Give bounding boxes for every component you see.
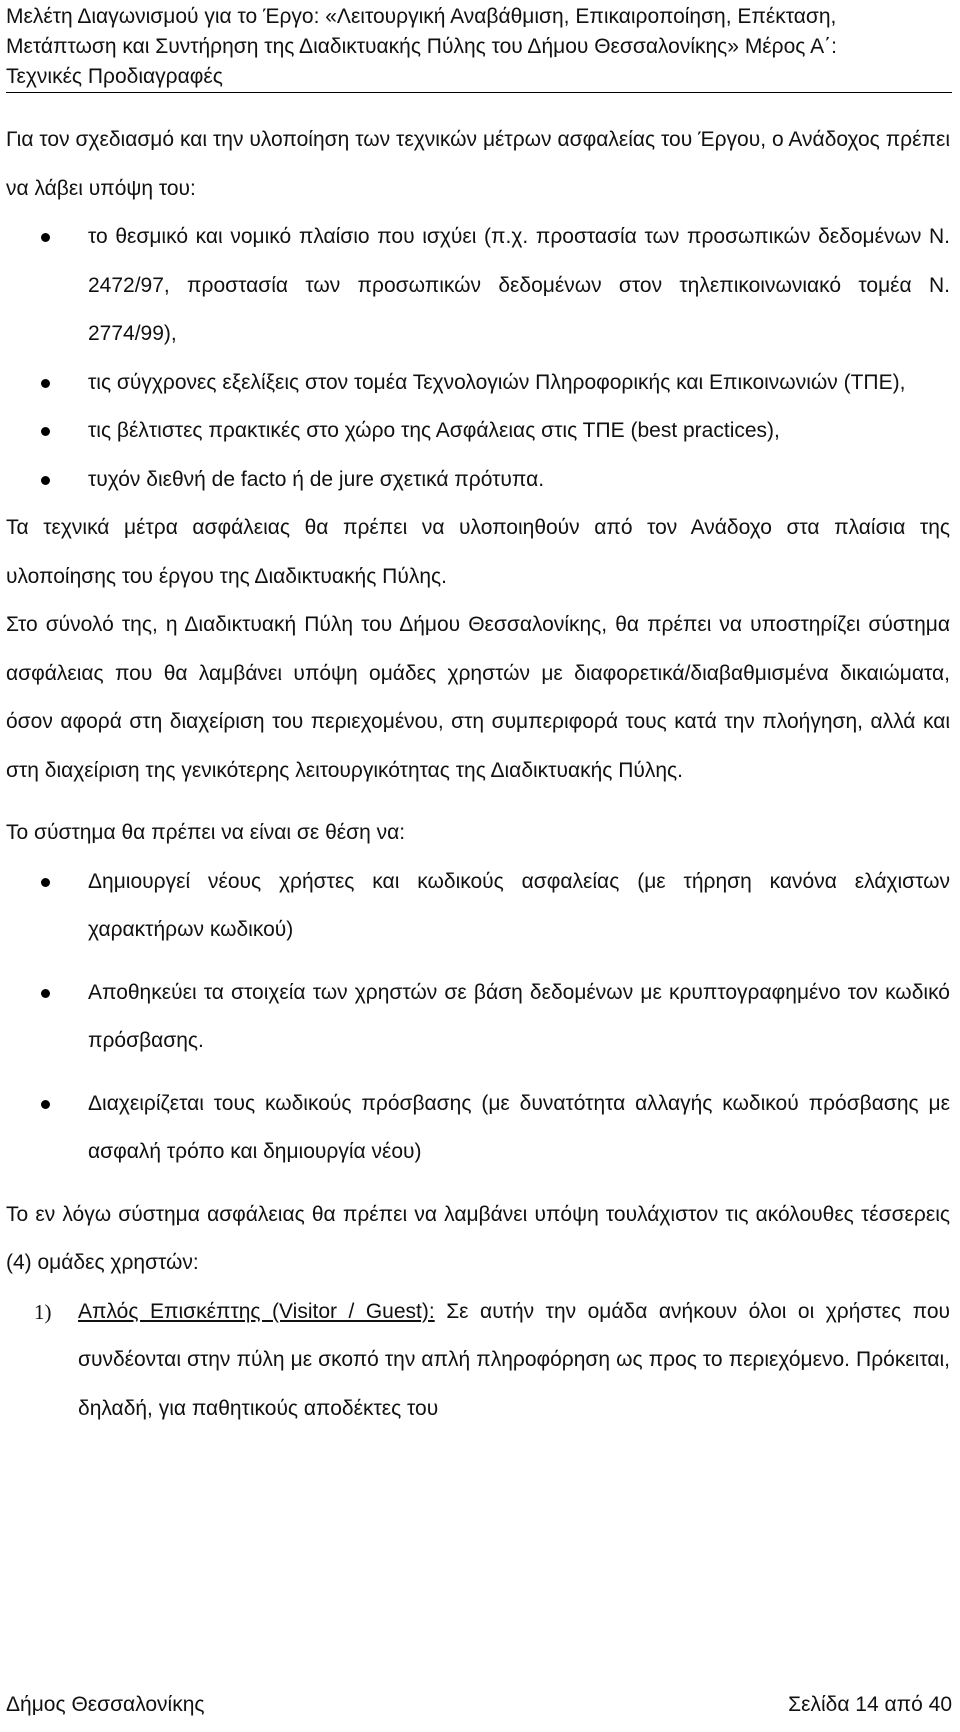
intro-paragraph: Για τον σχεδιασμό και την υλοποίηση των τεχνικών μέτρων ασφαλείας του Έργου, ο Ανάδοχος πρέπει να λάβει υπόψη του: [6, 128, 950, 200]
list-item: Διαχειρίζεται τους κωδικούς πρόσβασης (με δυνατότητα αλλαγής κωδικού πρόσβασης με ασφαλή τρόπο και δημιουργία νέου) [6, 1080, 950, 1177]
considerations-list [6, 213, 950, 504]
user-group-item-1 [6, 1288, 950, 1434]
list-item: Αποθηκεύει τα στοιχεία των χρηστών σε βάση δεδομένων με κρυπτογραφημένο τον κωδικό πρόσβασης. [6, 969, 950, 1066]
measures-paragraph: Τα τεχνικά μέτρα ασφάλειας θα πρέπει να υλοποιηθούν από τον Ανάδοχο στα πλαίσια της υλοποίησης του έργου της Διαδικτυακής Πύλης. [6, 516, 950, 588]
user-groups-paragraph: Το εν λόγω σύστημα ασφάλειας θα πρέπει να λαμβάνει υπόψη τουλάχιστον τις ακόλουθες τέσσερεις (4) ομάδες χρηστών: [6, 1202, 950, 1274]
header-title-line-3: Τεχνικές Προδιαγραφές [6, 65, 223, 88]
list-item: το θεσμικό και νομικό πλαίσιο που ισχύει (π.χ. προστασία των προσωπικών δεδομένων Ν. 2472/97, προστασία των προσωπικών δεδομένων στον τηλεπικοινωνιακό τομέα Ν. 2774/99), [6, 213, 950, 359]
system-paragraph: Το σύστημα θα πρέπει να είναι σε θέση να: [6, 821, 406, 844]
list-item: τις βέλτιστες πρακτικές στο χώρο της Ασφάλειας στις ΤΠΕ (best practices), [6, 407, 950, 456]
list-item: Δημιουργεί νέους χρήστες και κωδικούς ασφαλείας (με τήρηση κανόνα ελάχιστων χαρακτήρων κωδικού) [6, 858, 950, 955]
page-body [6, 116, 950, 1433]
list-item: τυχόν διεθνή de facto ή de jure σχετικά πρότυπα. [6, 456, 950, 505]
user-group-number: 1) [34, 1299, 52, 1324]
overall-paragraph: Στο σύνολό της, η Διαδικτυακή Πύλη του Δήμου Θεσσαλονίκης, θα πρέπει να υποστηρίζει σύστημα ασφάλειας που θα λαμβάνει υπόψη ομάδες χρηστών με διαφορετικά/διαβαθμισμένα δικαιώματα, όσον αφορά στη διαχείριση του περιεχομένου, στη συμπεριφορά τους κατά την πλοήγηση, αλλά και στη διαχείριση της γενικότερης λειτουργικότητας της Διαδικτυακής Πύλης. [6, 613, 950, 782]
capabilities-list [6, 858, 950, 1177]
user-group-description: Σε αυτήν την ομάδα ανήκουν όλοι οι χρήστες που συνδέονται στην πύλη με σκοπό την απλή πληροφόρηση ως προς το περιεχόμενο. Πρόκειται, δηλαδή, για παθητικούς αποδέκτες του [78, 1299, 951, 1420]
user-group-title: Απλός Επισκέπτης (Visitor / Guest): [78, 1299, 435, 1323]
page-number: Σελίδα 14 από 40 [788, 1693, 952, 1716]
list-item: τις σύγχρονες εξελίξεις στον τομέα Τεχνολογιών Πληροφορικής και Επικοινωνιών (ΤΠΕ), [6, 359, 950, 408]
header-title-line-1: Μελέτη Διαγωνισμού για το Έργο: «Λειτουργική Αναβάθμιση, Επικαιροποίηση, Επέκταση, [6, 5, 837, 28]
header-title-line-2: Μετάπτωση και Συντήρηση της Διαδικτυακής Πύλης του Δήμου Θεσσαλονίκης» Μέρος Α΄: [6, 35, 837, 58]
page-footer [6, 1688, 952, 1722]
footer-organization: Δήμος Θεσσαλονίκης [6, 1693, 205, 1716]
page-header [6, 2, 946, 92]
header-divider [6, 92, 952, 93]
